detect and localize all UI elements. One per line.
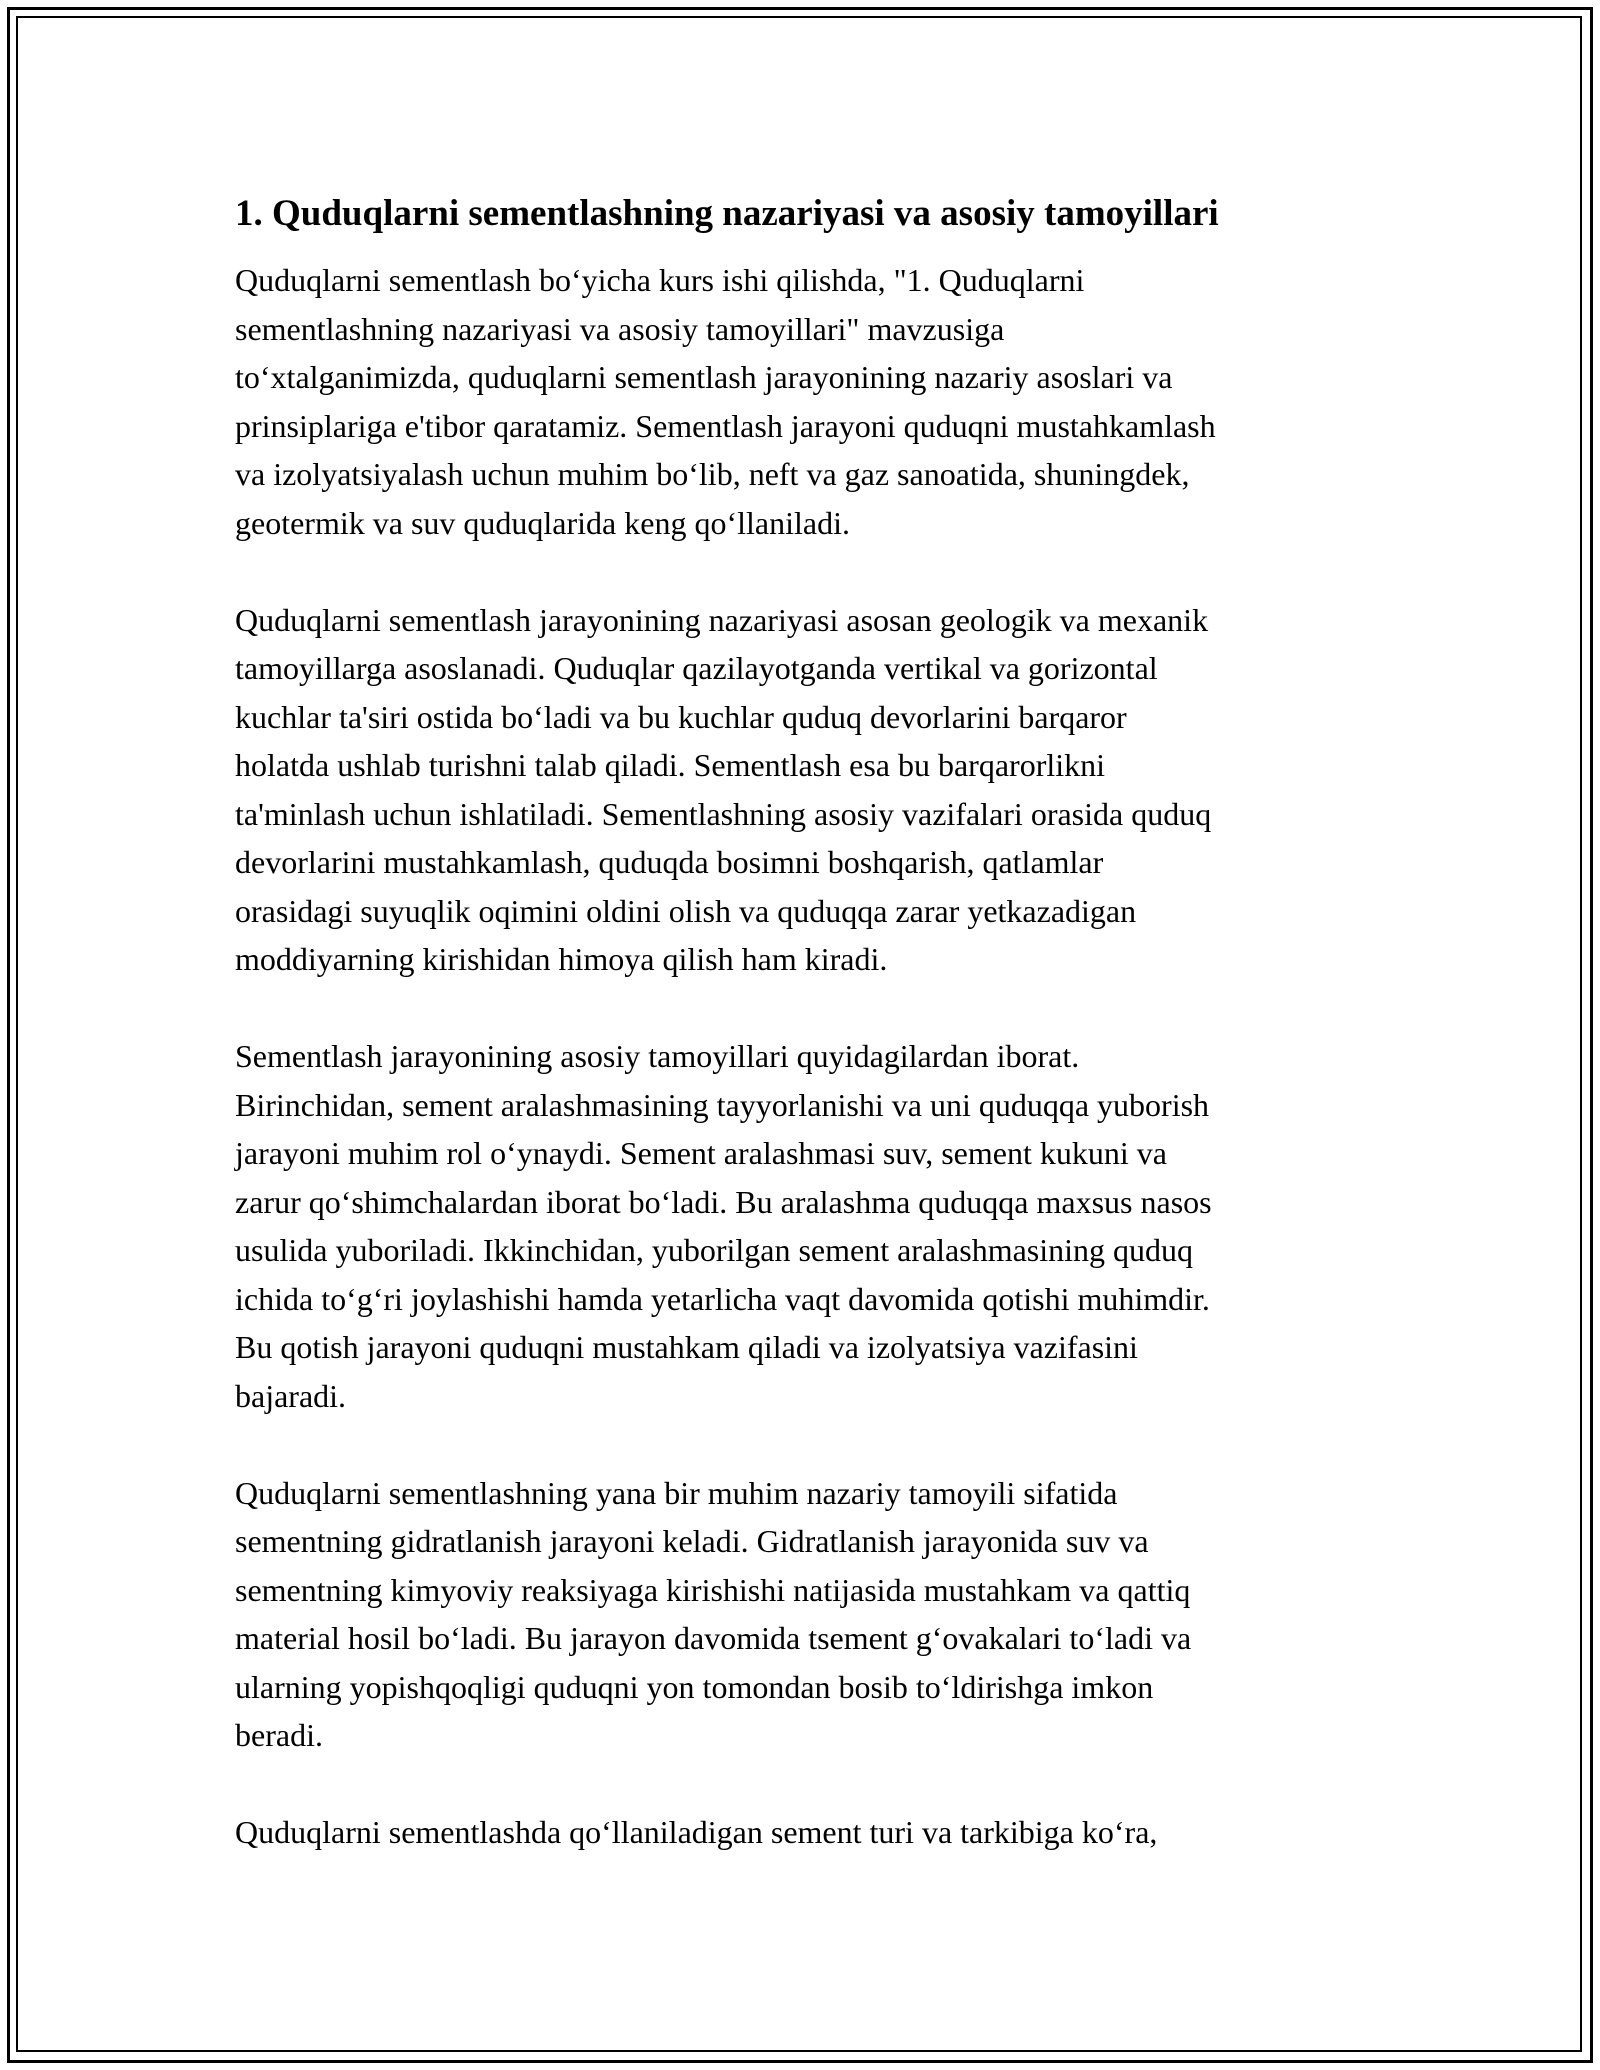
paragraph-2	[235, 596, 1375, 984]
text-line: bajaradi.	[235, 1377, 347, 1414]
text-line: sementlashning nazariyasi va asosiy tamoyillari" mavzusiga	[235, 310, 1005, 347]
text-line: sementning kimyoviy reaksiyaga kirishishi natijasida mustahkam va qattiq	[235, 1571, 1191, 1608]
text-line: va izolyatsiyalash uchun muhim bo‘lib, neft va gaz sanoatida, shuningdek,	[235, 456, 1190, 492]
text-line: sementning gidratlanish jarayoni keladi. Gidratlanish jarayonida suv va	[235, 1523, 1149, 1559]
text-line: holatda ushlab turishni talab qiladi. Sementlash esa bu barqarorlikni	[235, 747, 1106, 783]
text-line: ta'minlash uchun ishlatiladi. Sementlashning asosiy vazifalari orasida quduq	[235, 795, 1212, 832]
text-line: to‘xtalganimizda, quduqlarni sementlash jarayonining nazariy asoslari va	[235, 359, 1173, 395]
text-line: Quduqlarni sementlashning yana bir muhim nazariy tamoyili sifatida	[235, 1474, 1118, 1511]
text-line: devorlarini mustahkamlash, quduqda bosimni boshqarish, qatlamlar	[235, 844, 1104, 880]
text-line: ularning yopishqoqligi quduqni yon tomondan bosib to‘ldirishga imkon	[235, 1668, 1154, 1705]
text-line: Quduqlarni sementlash jarayonining nazariyasi asosan geologik va mexanik	[235, 601, 1209, 638]
text-line: Sementlash jarayonining asosiy tamoyillari quyidagilardan iborat.	[235, 1038, 1080, 1074]
text-line: moddiyarning kirishidan himoya qilish ham kiradi.	[235, 941, 888, 977]
document-body	[235, 188, 1375, 1905]
paragraph-5	[235, 1808, 1375, 1857]
paragraph-4	[235, 1469, 1375, 1760]
paragraph-1	[235, 256, 1375, 547]
text-line: Birinchidan, sement aralashmasining tayyorlanishi va uni quduqqa yuborish	[235, 1086, 1210, 1123]
paragraph-3	[235, 1032, 1375, 1420]
text-line: tamoyillarga asoslanadi. Quduqlar qazilayotganda vertikal va gorizontal	[235, 650, 1158, 686]
text-line: ichida to‘g‘ri joylashishi hamda yetarlicha vaqt davomida qotishi muhimdir.	[235, 1280, 1210, 1317]
section-heading: 1. Quduqlarni sementlashning nazariyasi va asosiy tamoyillari	[235, 193, 1219, 234]
text-line: kuchlar ta'siri ostida bo‘ladi va bu kuchlar quduq devorlarini barqaror	[235, 698, 1127, 735]
text-line: zarur qo‘shimchalardan iborat bo‘ladi. Bu aralashma quduqqa maxsus nasos	[235, 1183, 1212, 1220]
text-line: material hosil bo‘ladi. Bu jarayon davomida tsement g‘ovakalari to‘ladi va	[235, 1620, 1192, 1656]
text-line: jarayoni muhim rol o‘ynaydi. Sement aralashmasi suv, sement kukuni va	[235, 1135, 1167, 1171]
text-line: orasidagi suyuqlik oqimini oldini olish va quduqqa zarar yetkazadigan	[235, 892, 1137, 929]
text-line: usulida yuboriladi. Ikkinchidan, yuborilgan sement aralashmasining quduq	[235, 1232, 1194, 1268]
text-line: Bu qotish jarayoni quduqni mustahkam qiladi va izolyatsiya vazifasini	[235, 1329, 1138, 1365]
text-line: beradi.	[235, 1717, 323, 1753]
text-line: Quduqlarni sementlash bo‘yicha kurs ishi qilishda, "1. Quduqlarni	[235, 262, 1085, 298]
text-line: geotermik va suv quduqlarida keng qo‘llaniladi.	[235, 504, 850, 541]
text-line: Quduqlarni sementlashda qo‘llaniladigan sement turi va tarkibiga ko‘ra,	[235, 1814, 1158, 1850]
text-line: prinsiplariga e'tibor qaratamiz. Sementlash jarayoni quduqni mustahkamlash	[235, 407, 1216, 444]
